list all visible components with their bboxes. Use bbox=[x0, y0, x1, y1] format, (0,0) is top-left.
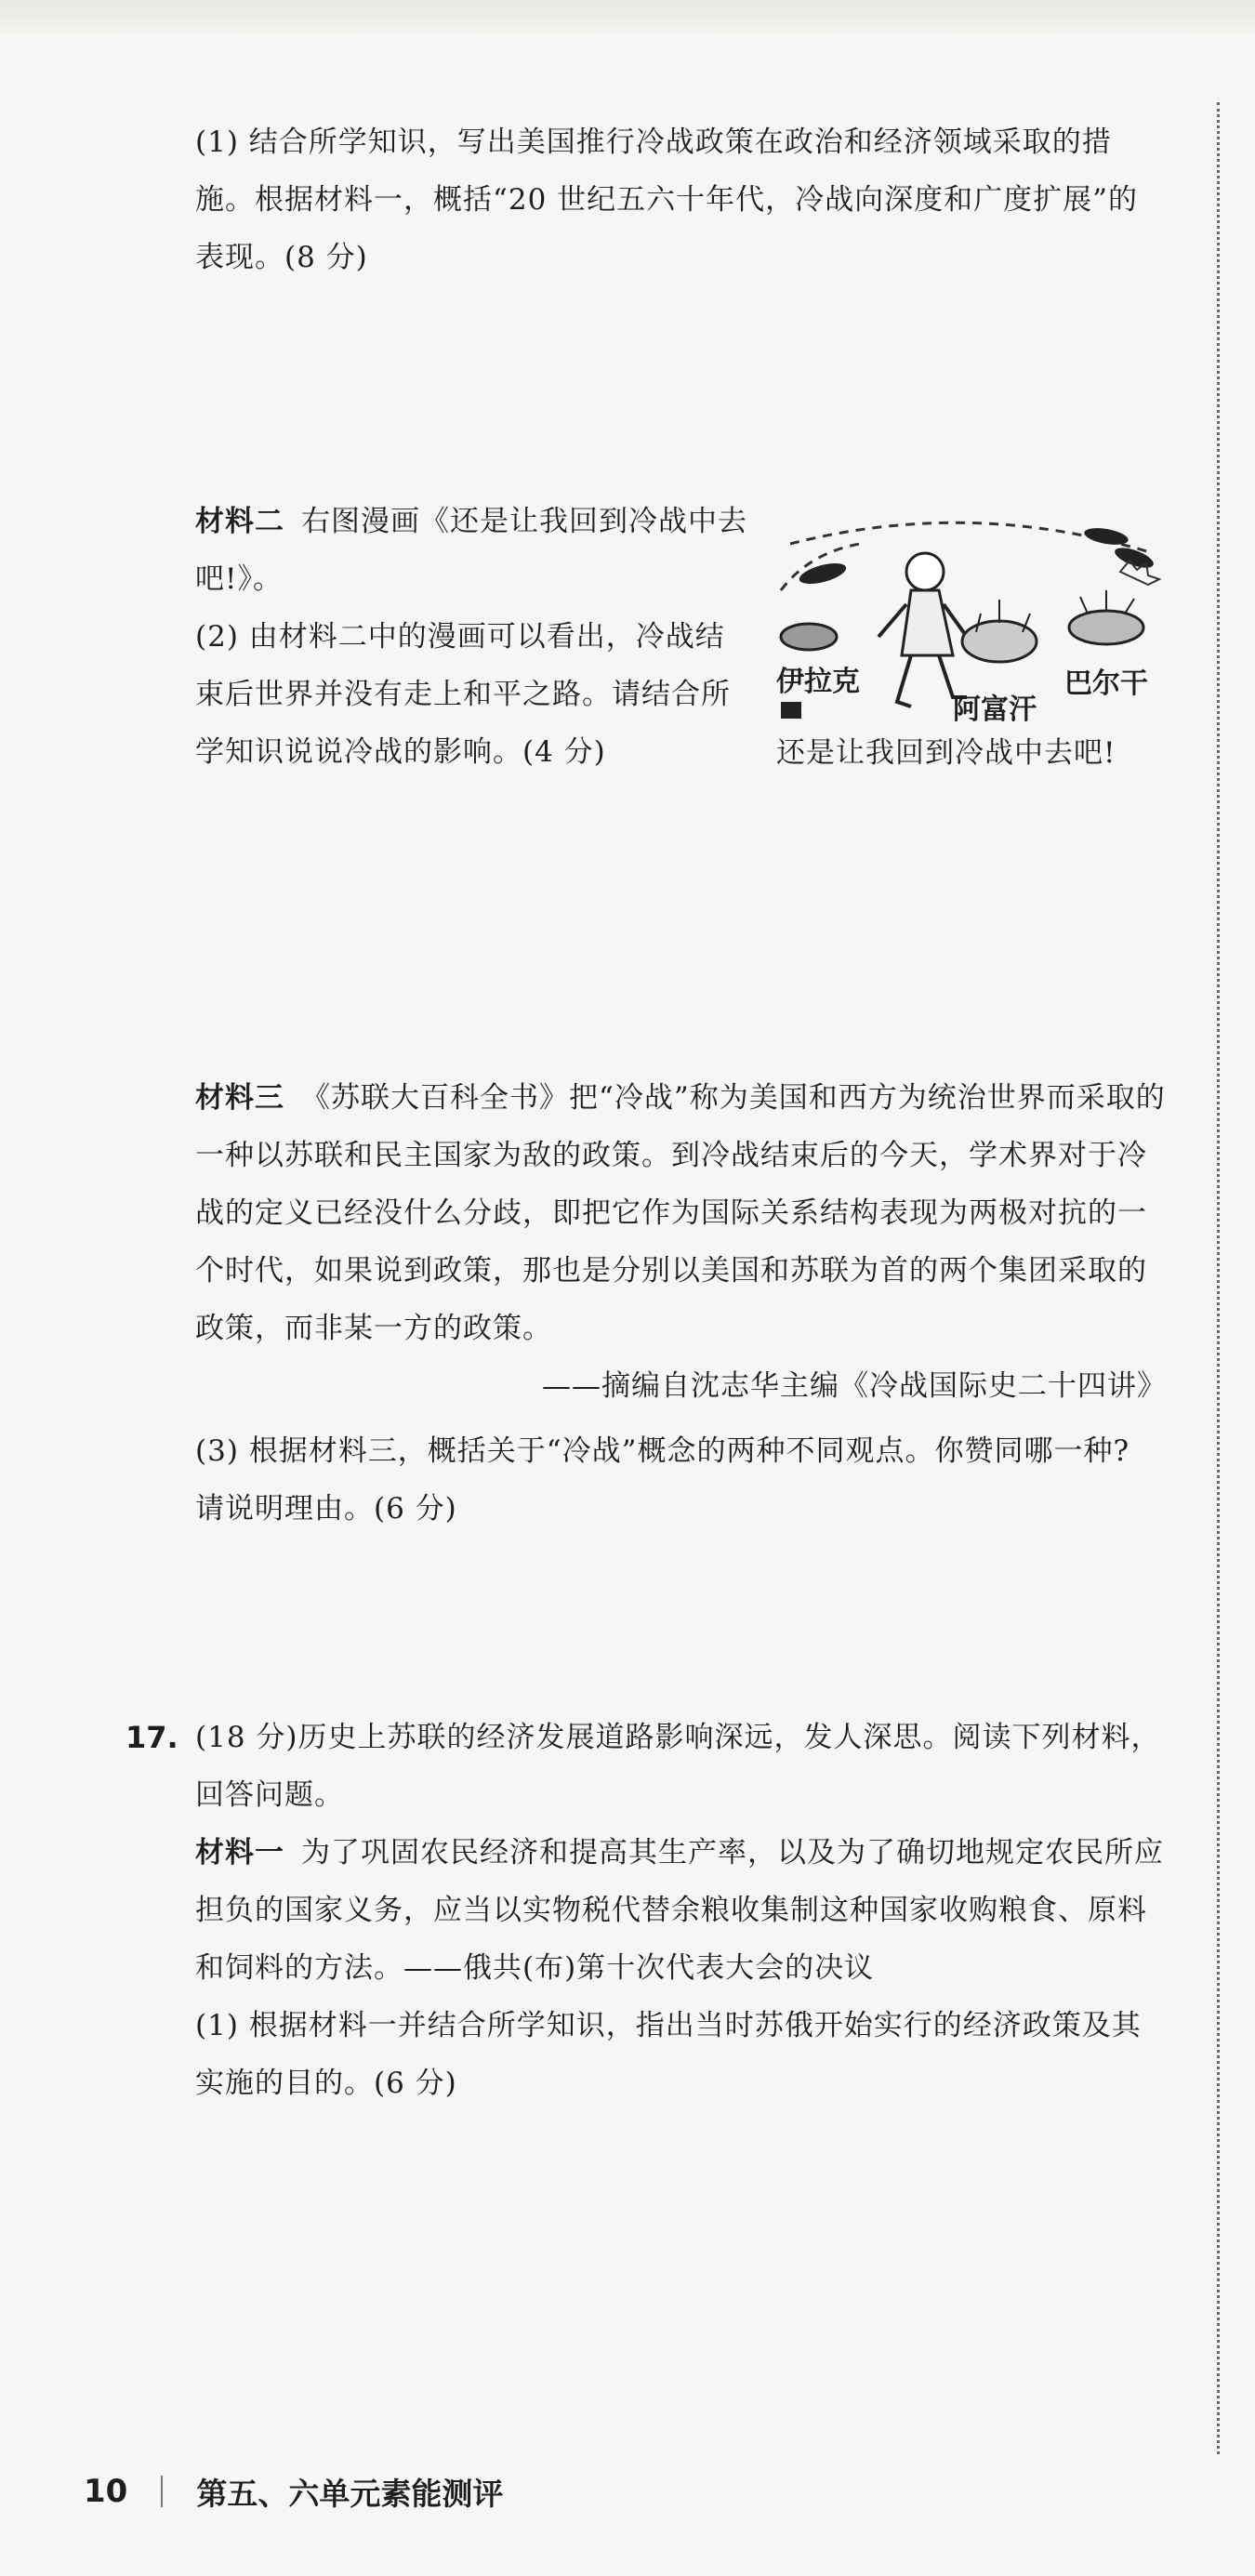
footer-divider bbox=[161, 2476, 163, 2507]
label-afghanistan: 阿富汗 bbox=[953, 694, 1037, 726]
q16-material3 bbox=[195, 1069, 1167, 1357]
q17-number: 17. bbox=[126, 1720, 178, 1755]
label-iraq: 伊拉克 bbox=[776, 666, 860, 698]
cartoon-caption: 还是让我回到冷战中去吧! bbox=[776, 736, 1116, 770]
q17-material1-label: 材料一 bbox=[195, 1836, 284, 1869]
q17-material1-text: 为了巩固农民经济和提高其生产率，以及为了确切地规定农民所应担负的国家义务，应当以实物税代替余粮收集制这种国家收购粮食、原料和饲料的方法。——俄共(布)第十次代表大会的决议 bbox=[195, 1836, 1164, 1985]
q17-part1: (1) 根据材料一并结合所学知识，指出当时苏俄开始实行的经济政策及其实施的目的。(6 分) bbox=[195, 2009, 1142, 2100]
q17-material1 bbox=[195, 1824, 1167, 1997]
material2-label: 材料二 bbox=[195, 505, 284, 538]
footer-title: 第五、六单元素能测评 bbox=[196, 2475, 504, 2512]
q16-material2 bbox=[195, 493, 753, 608]
material3-label: 材料三 bbox=[195, 1081, 284, 1115]
material2-text: 右图漫画《还是让我回到冷战中去吧!》。 bbox=[195, 505, 747, 596]
label-balkans: 巴尔干 bbox=[1064, 667, 1148, 700]
material3-source: ——摘编自沈志华主编《冷战国际史二十四讲》 bbox=[542, 1369, 1167, 1403]
q16-part3: (3) 根据材料三，概括关于“冷战”概念的两种不同观点。你赞同哪一种? 请说明理由。(6 分) bbox=[195, 1434, 1130, 1526]
q16-part1: (1) 结合所学知识，写出美国推行冷战政策在政治和经济领域采取的措施。根据材料一，概括“20 世纪五六十年代，冷战向深度和广度扩展”的表现。(8 分) bbox=[195, 125, 1138, 274]
margin-dotted-rule bbox=[1217, 102, 1220, 2454]
page-number: 10 bbox=[84, 2473, 128, 2510]
cold-war-cartoon bbox=[772, 507, 1171, 748]
q17-intro: (18 分)历史上苏联的经济发展道路影响深远，发人深思。阅读下列材料，回答问题。 bbox=[195, 1721, 1161, 1812]
q16-part2: (2) 由材料二中的漫画可以看出，冷战结束后世界并没有走上和平之路。请结合所学知识说说冷战的影响。(4 分) bbox=[195, 620, 731, 769]
material3-text: 《苏联大百科全书》把“冷战”称为美国和西方为统治世界而采取的一种以苏联和民主国家为敌的政策。到冷战结束后的今天，学术界对于冷战的定义已经没什么分歧，即把它作为国际关系结构表现为两极对抗的一个时代，如果说到政策，那也是分别以美国和苏联为首的两个集团采取的政策，而非某一方的政策。 bbox=[195, 1081, 1166, 1345]
page-footer bbox=[84, 2468, 503, 2515]
page-top-edge bbox=[0, 0, 1255, 37]
